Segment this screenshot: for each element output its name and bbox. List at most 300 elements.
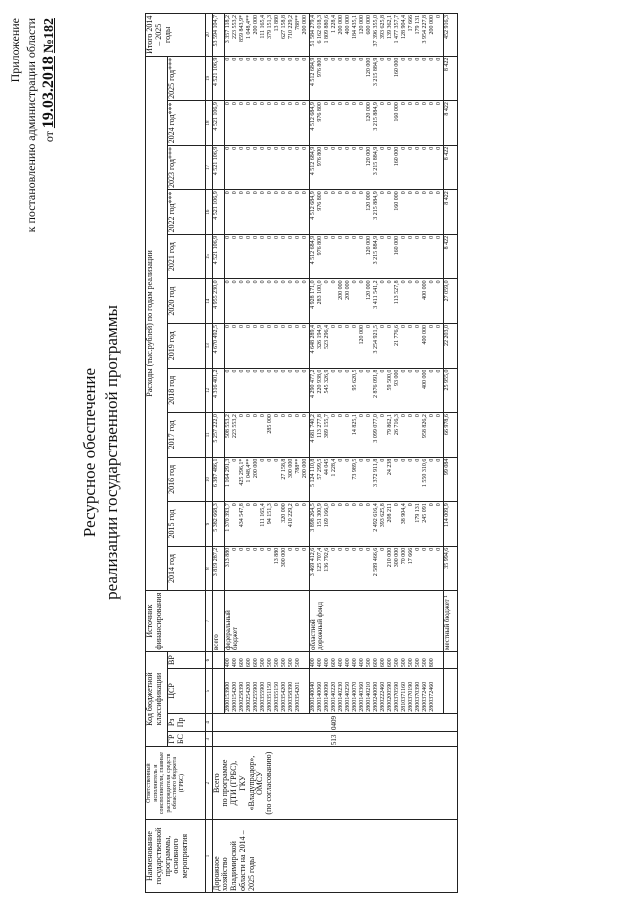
column-number: 3 xyxy=(206,731,213,746)
line-value: 0 xyxy=(428,503,435,507)
line-value: 0 xyxy=(358,280,365,284)
line-value: 0 xyxy=(400,235,407,239)
line-value: 160 000 xyxy=(393,57,400,78)
vr-code: 500 xyxy=(294,658,301,668)
line-value: 6 162 018,3 xyxy=(316,15,323,44)
line-value: 0 xyxy=(280,191,287,195)
line-value: 393 625,8 xyxy=(379,503,386,528)
csr-code: 2800370190 xyxy=(407,681,414,712)
value-cell xyxy=(224,190,309,235)
csr-code: 2800140360 xyxy=(358,681,365,712)
line-value: 400 000 xyxy=(421,324,428,345)
line-value: 0 xyxy=(337,146,344,150)
csr-code: 2800154200 xyxy=(231,681,238,712)
line-value: 0 xyxy=(358,102,365,106)
line-value: 0 xyxy=(414,146,421,150)
line-value: 0 xyxy=(414,235,421,239)
line-value: 0 xyxy=(400,146,407,150)
line-value: 0 xyxy=(365,324,372,328)
line-value: 0 xyxy=(351,547,358,551)
line-value: 0 xyxy=(231,57,238,61)
line-value: 0 xyxy=(238,235,245,239)
line-value: 0 xyxy=(245,146,252,150)
line-value: 0 xyxy=(337,414,344,418)
line-value: 0 xyxy=(287,547,294,551)
line-value: 0 xyxy=(435,458,442,462)
line-value: 0 xyxy=(358,458,365,462)
responsible-line: по программе xyxy=(220,759,230,807)
line-value: 0 xyxy=(273,57,280,61)
line-value: 0 xyxy=(301,547,308,551)
vr-code: 500 xyxy=(393,658,400,668)
line-value: 0 xyxy=(435,102,442,106)
csr-code: 2800140060 xyxy=(316,681,323,712)
line-value: 0 xyxy=(414,324,421,328)
subtotal-value: 51 584 279,4 xyxy=(309,15,316,47)
line-value: 0 xyxy=(266,280,273,284)
line-value: 0 xyxy=(344,369,351,373)
line-value: 0 xyxy=(344,414,351,418)
column-number: 8 xyxy=(206,546,213,591)
column-number: 19 xyxy=(206,56,213,101)
csr-code: 2800140070 xyxy=(351,681,358,712)
line-value: 120 000 xyxy=(365,191,372,211)
year-header: 2018 год xyxy=(168,368,206,413)
line-value: 0 xyxy=(414,458,421,462)
line-value: 3 099 077,0 xyxy=(372,414,379,443)
line-value: 0 xyxy=(400,369,407,373)
line-value: 0 xyxy=(294,146,301,150)
csr-code: 2800354200 xyxy=(280,681,287,712)
line-value: 0 xyxy=(323,146,330,150)
line-value: 0 xyxy=(435,146,442,150)
subtotal-value: 0 xyxy=(224,102,231,106)
line-value: 0 xyxy=(259,324,266,328)
line-value: 0 xyxy=(365,458,372,462)
line-value: 0 xyxy=(294,324,301,328)
line-value: 0 xyxy=(238,102,245,106)
line-value: 3 215 884,9 xyxy=(372,102,379,131)
line-value: 0 xyxy=(400,102,407,106)
line-value: 0 xyxy=(344,146,351,150)
line-value: 0 xyxy=(330,547,337,551)
line-value: 200 000 xyxy=(337,15,344,35)
line-value: 160 000 xyxy=(393,235,400,256)
line-value: 0 xyxy=(428,280,435,284)
line-value: 160 000 xyxy=(393,102,400,122)
line-value: 0 xyxy=(400,324,407,328)
line-value: 26 716,3 xyxy=(393,414,400,436)
csr-code: 2800200590 xyxy=(386,681,393,712)
value-cell xyxy=(224,145,309,190)
line-value: 0 xyxy=(330,235,337,239)
federal-csr-list xyxy=(224,669,309,714)
subtotal-value: 4 648 289,4 xyxy=(309,324,316,354)
column-number: 5 xyxy=(206,669,213,714)
csr-code: 2800370590 xyxy=(393,681,400,712)
line-value: 37 396 355,0 xyxy=(372,15,379,47)
subtotal-value: 4 681 740,2 xyxy=(309,414,316,443)
line-value: 600 000 xyxy=(365,15,372,35)
line-value: 0 xyxy=(379,324,386,328)
line-value: 0 xyxy=(330,324,337,328)
subtotal-value: 1 370 393,7 xyxy=(224,503,231,532)
csr-code: 2800355900 xyxy=(259,681,266,712)
csr-code: 2800140090 xyxy=(323,681,330,712)
line-value: 0 xyxy=(280,324,287,328)
line-value: 0 xyxy=(344,458,351,462)
subtotal-value: 3 898 264,5 xyxy=(309,503,316,532)
line-value: 0 xyxy=(330,146,337,150)
line-value: 0 xyxy=(323,191,330,195)
value-cell: 4 955 230,0 xyxy=(212,279,224,324)
line-value: 0 xyxy=(294,547,301,551)
line-value: 0 xyxy=(259,57,266,61)
line-value: 120 000 xyxy=(365,146,372,167)
line-value: 0 xyxy=(428,102,435,106)
subtotal-value: 4 290 477,2 xyxy=(309,369,316,399)
line-value: 79 862,1 xyxy=(386,414,393,436)
line-value: 976 800 xyxy=(316,191,323,211)
line-value: 0 xyxy=(414,369,421,373)
line-value: 0 xyxy=(273,503,280,507)
line-value: 523 296,4 xyxy=(323,324,330,349)
rzpr-code: 0409 xyxy=(212,713,457,731)
line-value: 0 xyxy=(287,57,294,61)
line-value: 3 954 227,8 xyxy=(421,15,428,44)
subtotal-value: 0 xyxy=(224,280,231,284)
line-value: 0 xyxy=(294,503,301,507)
line-value: 113 277,8 xyxy=(316,414,323,438)
line-value: 0 xyxy=(407,414,414,418)
resource-table xyxy=(145,13,458,893)
subtotal-value: 4 928 171,0 xyxy=(309,280,316,309)
line-value: 0 xyxy=(252,57,259,61)
vr-code: 800 xyxy=(428,658,435,668)
year-header: 2017 год xyxy=(168,413,206,458)
column-number: 13 xyxy=(206,323,213,368)
value-cell: 5 382 668,3 xyxy=(212,502,224,547)
line-value: 400 000 xyxy=(421,369,428,390)
line-value: 0 xyxy=(414,280,421,284)
vr-code: 500 xyxy=(365,658,372,668)
grbs-code: 513 xyxy=(212,731,457,746)
value-cell xyxy=(224,457,309,502)
subtotal-value: 4 512 684,9 xyxy=(309,191,316,220)
line-value: 136 792,6 xyxy=(323,547,330,572)
csr-code: 2800358390 xyxy=(287,681,294,712)
subtotal-value: 508 553,2 xyxy=(224,414,231,439)
line-value: 13 880 xyxy=(273,15,280,32)
responsible-line: ОМСУ xyxy=(255,771,265,796)
col-header-rzpr: Рз Пр xyxy=(168,713,206,731)
value-cell xyxy=(309,413,443,458)
page-subtitle: реализации государственной программы xyxy=(102,305,121,600)
line-value: 0 xyxy=(428,458,435,462)
year-header: 2014 год xyxy=(168,546,206,591)
line-value: 0 xyxy=(337,324,344,328)
year-header: 2016 год xyxy=(168,457,206,502)
line-value: 0 xyxy=(428,146,435,150)
line-value: 0 xyxy=(351,324,358,328)
line-value: 0 xyxy=(435,503,442,507)
value-cell: 99 084 xyxy=(443,457,457,502)
line-value: 0 xyxy=(252,146,259,150)
line-value: 0 xyxy=(393,503,400,507)
line-value: 200 000 xyxy=(301,458,308,479)
line-value: 0 xyxy=(344,503,351,507)
column-number: 7 xyxy=(206,591,213,652)
line-value: 120 000 xyxy=(365,102,372,122)
line-value: 0 xyxy=(351,235,358,239)
line-value: 0 xyxy=(266,547,273,551)
line-value: 0 xyxy=(266,324,273,328)
line-value: 0 xyxy=(358,146,365,150)
line-value: 0 xyxy=(358,57,365,61)
line-value: 0 xyxy=(245,547,252,551)
line-value: 0 xyxy=(407,235,414,239)
column-number: 14 xyxy=(206,279,213,324)
line-value: 0 xyxy=(231,547,238,551)
value-cell: 25 955,0 xyxy=(443,368,457,413)
subtotal-value: 0 xyxy=(224,57,231,61)
line-value: 0 xyxy=(294,369,301,373)
csr-code: 2810371160 xyxy=(400,681,407,712)
year-header: 2015 год xyxy=(168,502,206,547)
subtotal-value: 1 164 291,3 xyxy=(224,458,231,488)
line-value: 0 xyxy=(379,146,386,150)
value-cell xyxy=(309,279,443,324)
column-number: 15 xyxy=(206,234,213,279)
line-value: 0 xyxy=(400,191,407,195)
value-cell: 4 521 106,9 xyxy=(212,234,224,279)
line-value: 0 xyxy=(301,191,308,195)
value-cell xyxy=(309,145,443,190)
line-value: 0 xyxy=(330,191,337,195)
col-header-name: Наименование государственной программы, основного мероприятия xyxy=(146,820,206,893)
line-value: 0 xyxy=(407,324,414,328)
line-value: 0 xyxy=(435,324,442,328)
subtotal-value: 4 512 684,9 xyxy=(309,146,316,176)
line-value: 0 xyxy=(400,458,407,462)
line-value: 285 000 xyxy=(266,414,273,434)
line-value: 0 xyxy=(435,191,442,195)
column-number: 4 xyxy=(206,713,213,731)
line-value: 0 xyxy=(238,414,245,418)
line-value: 3 215 884,9 xyxy=(372,57,379,87)
value-cell: 66 978,6 xyxy=(443,413,457,458)
vr-code: 600 xyxy=(379,658,386,668)
line-value: 859 843,9* xyxy=(238,15,245,42)
line-value: 0 xyxy=(280,146,287,150)
line-value: 160 000 xyxy=(393,191,400,211)
line-value: 389 155,7 xyxy=(323,414,330,439)
line-value: 14 825,1 xyxy=(351,414,358,436)
line-value: 0 xyxy=(301,102,308,106)
line-value: 0 xyxy=(428,547,435,551)
line-value: 0 xyxy=(337,57,344,61)
line-value: 0 xyxy=(259,458,266,462)
value-cell: 452 916,3 xyxy=(443,14,457,57)
line-value: 0 xyxy=(351,146,358,150)
line-value: 0 xyxy=(231,280,238,284)
line-value: 2 492 616,4 xyxy=(372,503,379,532)
line-value: 0 xyxy=(365,503,372,507)
decree-reference: к постановлению администрации области xyxy=(24,18,38,233)
line-value: 0 xyxy=(365,369,372,373)
line-value: 0 xyxy=(245,503,252,507)
year-header: 2024 год*** xyxy=(168,101,206,146)
line-value: 0 xyxy=(386,280,393,284)
column-number: 16 xyxy=(206,190,213,235)
line-value: 0 xyxy=(301,414,308,418)
line-value: 125 707,4 xyxy=(316,547,323,572)
line-value: 0 xyxy=(379,414,386,418)
line-value: 300 000 xyxy=(393,547,400,568)
line-value: 0 xyxy=(266,57,273,61)
value-cell xyxy=(309,190,443,235)
column-number: 18 xyxy=(206,101,213,146)
line-value: 0 xyxy=(301,369,308,373)
line-value: 0 xyxy=(400,414,407,418)
line-value: 0 xyxy=(344,324,351,328)
line-value: 0 xyxy=(259,146,266,150)
value-cell xyxy=(309,368,443,413)
value-cell xyxy=(309,323,443,368)
line-value: 111 165,4 xyxy=(259,15,266,39)
line-value: 0 xyxy=(266,191,273,195)
line-value: 200 000 xyxy=(337,280,344,300)
column-number: 12 xyxy=(206,368,213,413)
line-value: 0 xyxy=(351,57,358,61)
line-value: 93 000 xyxy=(393,369,400,387)
line-value: 300 000 xyxy=(280,547,287,568)
year-header: 2022 год*** xyxy=(168,190,206,235)
line-value: 0 xyxy=(414,191,421,195)
line-value: 0 xyxy=(252,280,259,284)
line-value: 210 000 xyxy=(386,547,393,568)
line-value: 0 xyxy=(238,369,245,373)
line-value: 425 296,1* xyxy=(238,458,245,486)
vr-code: 400 xyxy=(358,658,365,668)
line-value: 24 238 xyxy=(386,458,393,476)
decree-number: №182 xyxy=(42,18,57,54)
line-value: 0 xyxy=(231,503,238,507)
source-federal: федеральный бюджет xyxy=(224,591,309,652)
line-value: 0 xyxy=(407,369,414,373)
line-value: 21 776,6 xyxy=(393,324,400,346)
value-cell: 6 387 486,1 xyxy=(212,457,224,502)
line-value: 0 xyxy=(435,57,442,61)
line-value: 0 xyxy=(301,57,308,61)
line-value: 3 215 884,9 xyxy=(372,235,379,265)
csr-code: 2800254200 xyxy=(245,681,252,712)
line-value: 200 000 xyxy=(252,458,259,479)
line-value: 0 xyxy=(337,369,344,373)
line-value: 3 215 884,9 xyxy=(372,191,379,220)
line-value: 0 xyxy=(365,547,372,551)
line-value: 976 800 xyxy=(316,102,323,122)
line-value: 0 xyxy=(301,235,308,239)
vr-code: 500 xyxy=(287,658,294,668)
line-value: 0 xyxy=(351,191,358,195)
line-value: 0 xyxy=(280,57,287,61)
federal-vr-list xyxy=(224,651,309,668)
line-value: 0 xyxy=(421,235,428,239)
line-value: 0 xyxy=(280,235,287,239)
value-cell xyxy=(224,14,309,57)
line-value: 0 xyxy=(435,15,442,18)
vr-code: 500 xyxy=(280,658,287,668)
subtotal-value: 3 469 412,6 xyxy=(309,547,316,577)
csr-code: 2800140230 xyxy=(337,681,344,712)
line-value: 0 xyxy=(238,191,245,195)
line-value: 0 xyxy=(428,235,435,239)
line-value: 393 625,8 xyxy=(379,15,386,39)
line-value: 0 xyxy=(323,235,330,239)
line-value: 0 xyxy=(266,458,273,462)
line-value: 0 xyxy=(337,503,344,507)
line-value: 0 xyxy=(273,458,280,462)
line-value: 0 xyxy=(421,146,428,150)
value-cell: 114 009,9 xyxy=(443,502,457,547)
line-value: 120 000 xyxy=(358,324,365,345)
vr-code: 500 xyxy=(259,658,266,668)
line-value: 0 xyxy=(273,146,280,150)
line-value: 0 xyxy=(386,102,393,106)
csr-code: 2800355150 xyxy=(273,681,280,712)
line-value: 0 xyxy=(245,235,252,239)
line-value: 179 131 xyxy=(414,503,421,523)
vr-code: 400 xyxy=(231,658,238,668)
vr-code: 600 xyxy=(245,658,252,668)
line-value: 0 xyxy=(280,280,287,284)
line-value: 179 131 xyxy=(414,15,421,35)
value-cell: 8 422 xyxy=(443,234,457,279)
line-value: 0 xyxy=(245,414,252,418)
line-value: 0 xyxy=(238,57,245,61)
vr-code: 400 xyxy=(224,658,231,668)
line-value: 3 254 921,5 xyxy=(372,324,379,354)
csr-code: 2800140040 xyxy=(309,681,316,712)
value-cell: 4 521 106,9 xyxy=(212,56,224,101)
line-value: 0 xyxy=(280,369,287,373)
line-value: 0 xyxy=(273,102,280,106)
line-value: 0 xyxy=(351,280,358,284)
vr-code: 400 xyxy=(309,658,316,668)
subtotal-value: 4 512 684,9 xyxy=(309,102,316,131)
line-value: 0 xyxy=(386,324,393,328)
source-local: местный бюджет ¹ xyxy=(443,591,457,652)
line-value: 0 xyxy=(407,503,414,507)
line-value: 0 xyxy=(344,57,351,61)
vr-code: 600 xyxy=(252,658,259,668)
line-value: 958 826,2 xyxy=(421,414,428,439)
line-value: 0 xyxy=(231,191,238,195)
column-number: 9 xyxy=(206,502,213,547)
line-value: 245 091 xyxy=(421,503,428,523)
line-value: 1 228,4 xyxy=(330,458,337,477)
line-value: 0 xyxy=(287,146,294,150)
value-cell xyxy=(309,502,443,547)
vr-code: 600 xyxy=(238,658,245,668)
line-value: 0 xyxy=(407,280,414,284)
line-value: 0 xyxy=(245,369,252,373)
line-value: 111 165,4 xyxy=(259,503,266,527)
regional-vr-list xyxy=(309,651,443,668)
line-value: 710 229,2 xyxy=(287,15,294,39)
line-value: 0 xyxy=(386,191,393,195)
